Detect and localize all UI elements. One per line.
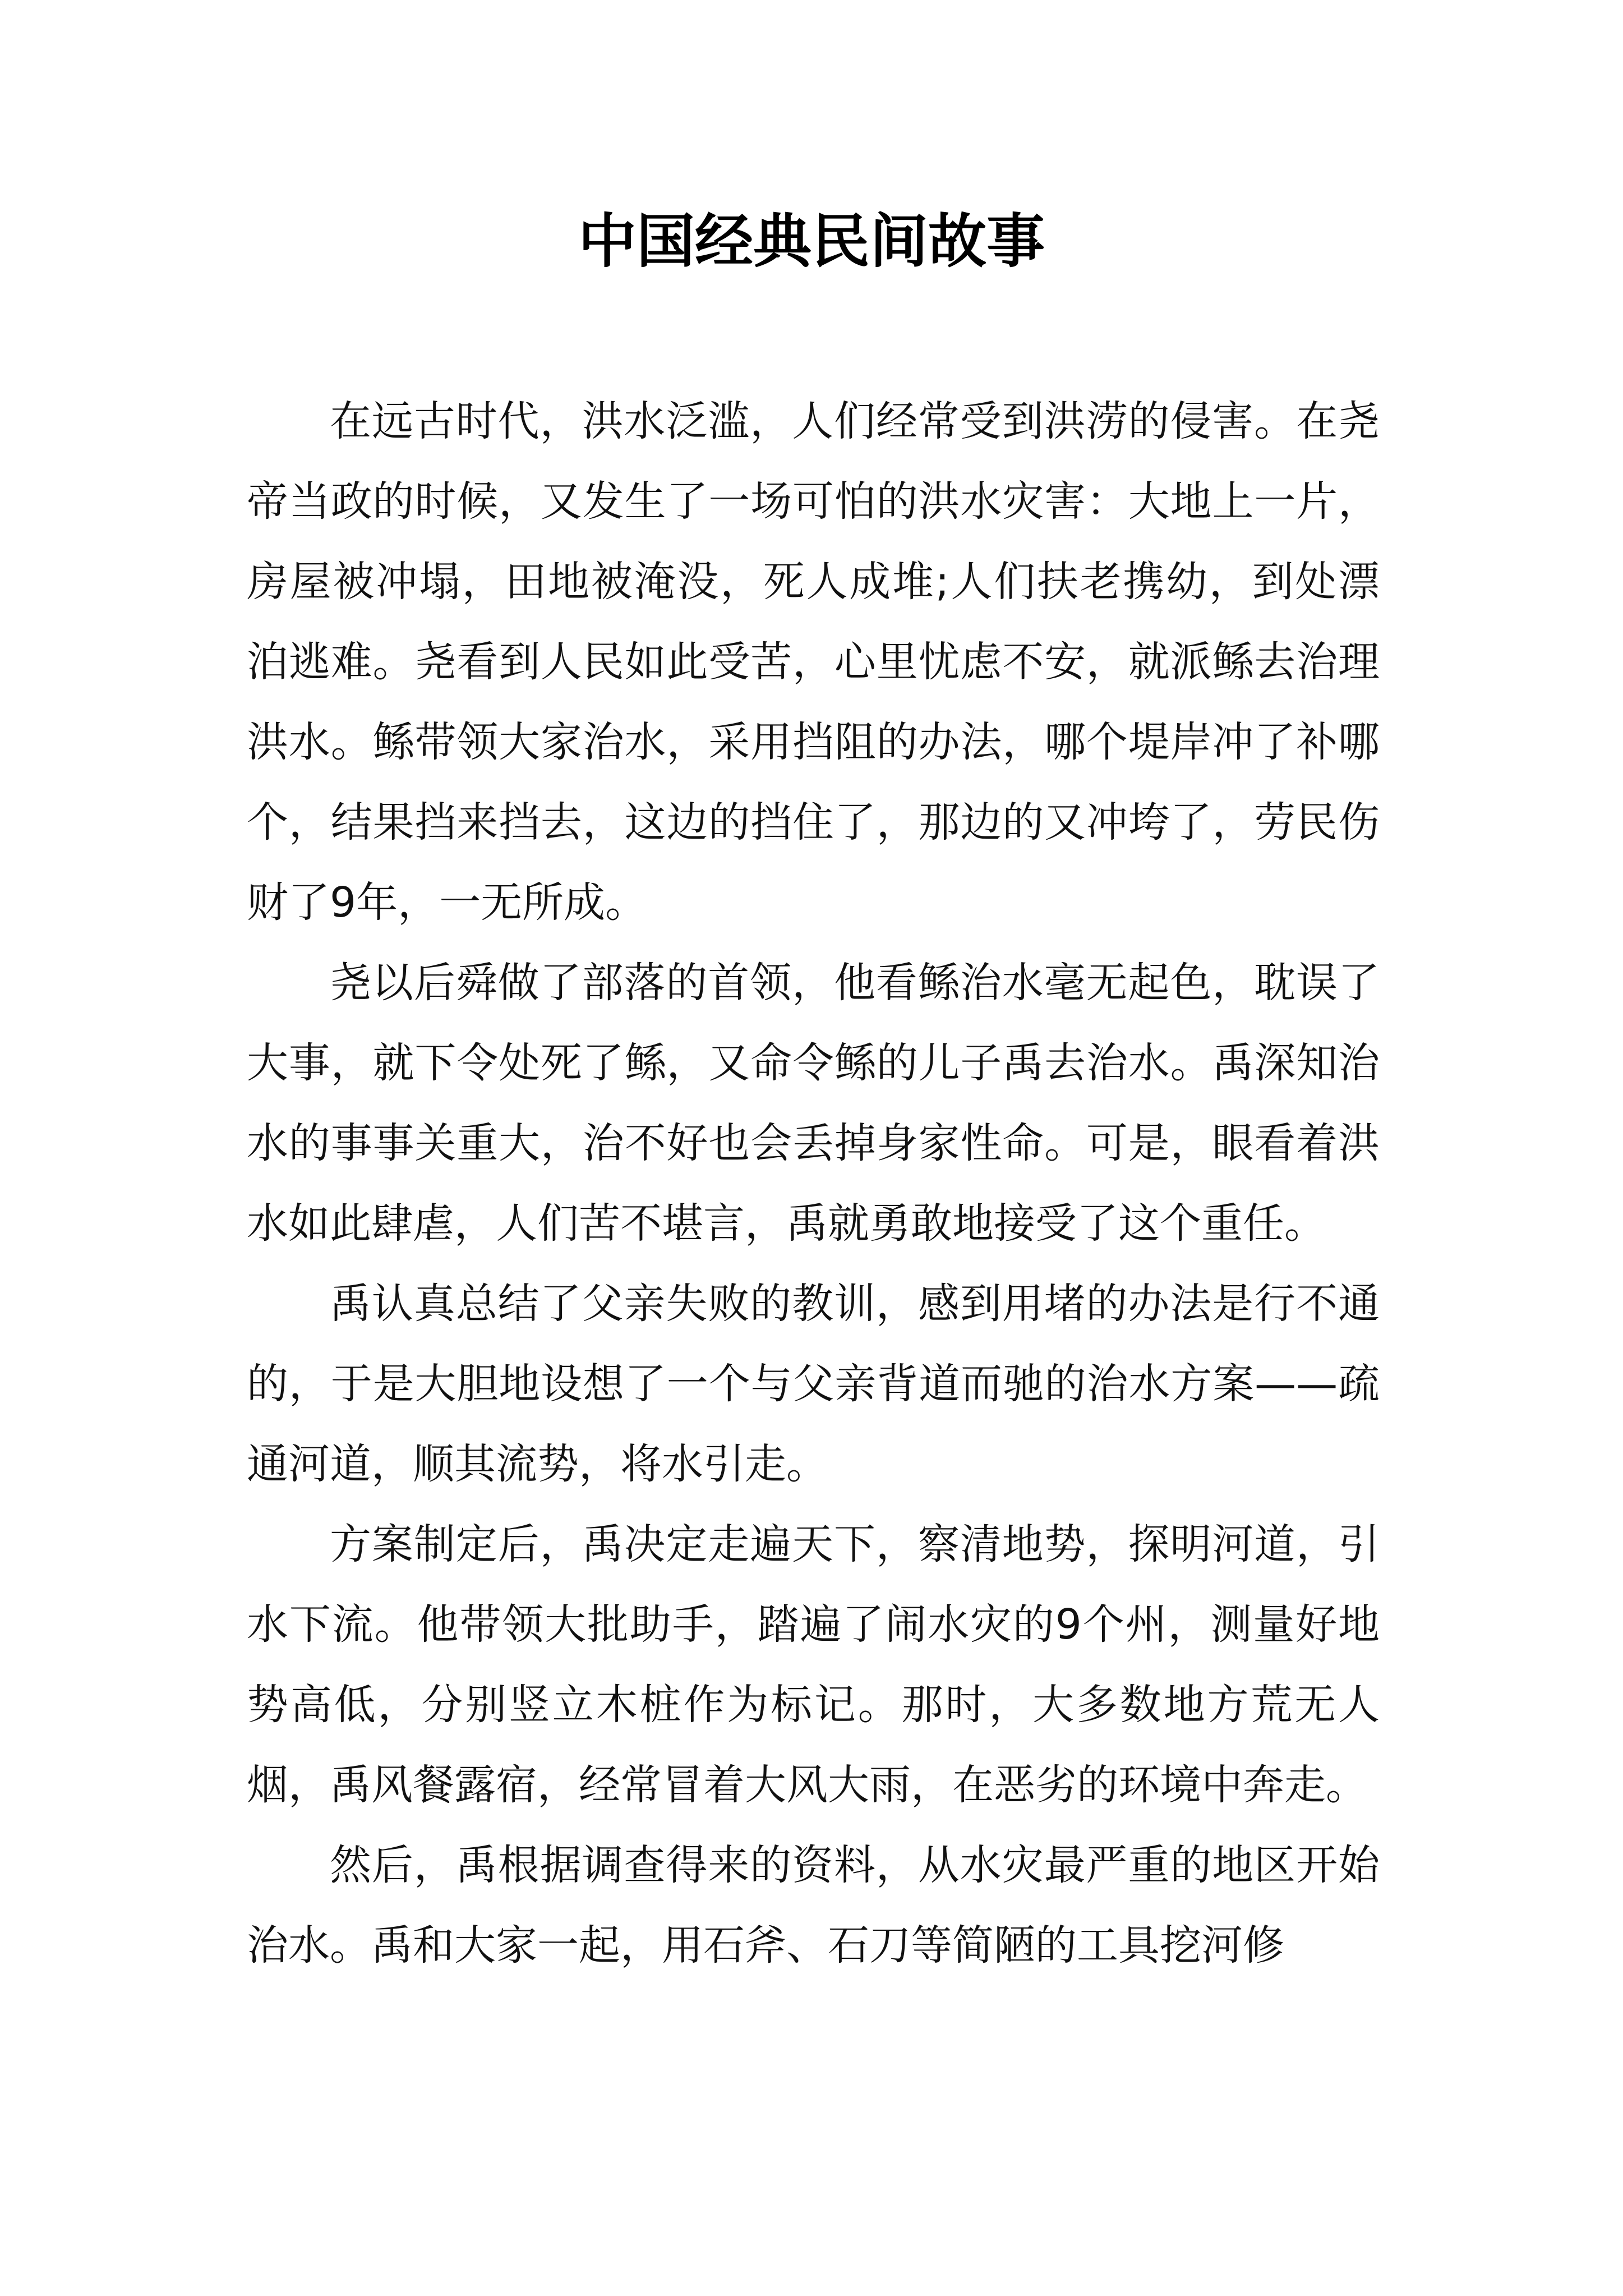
paragraph-5: 然后，禹根据调查得来的资料，从水灾最严重的地区开始治水。禹和大家一起，用石斧、石刀等简陋的工具挖河修	[247, 1841, 1380, 1970]
paragraph-3: 禹认真总结了父亲失败的教训，感到用堵的办法是行不通的，于是大胆地设想了一个与父亲背道而驰的治水方案——疏通河道，顺其流势，将水引走。	[247, 1280, 1380, 1488]
paragraph-1: 在远古时代，洪水泛滥，人们经常受到洪涝的侵害。在尧帝当政的时候，又发生了一场可怕的洪水灾害：大地上一片，房屋被冲塌，田地被淹没，死人成堆;人们扶老携幼，到处漂泊逃难。尧看到人民如此受苦，心里忧虑不安，就派鲧去治理洪水。鲧带领大家治水，采用挡阻的办法，哪个堤岸冲了补哪个，结果挡来挡去，这边的挡住了，那边的又冲垮了，劳民伤财了9年，一无所成。	[247, 397, 1380, 927]
document-title: 中国经典民间故事	[578, 206, 1045, 275]
paragraph-2: 尧以后舜做了部落的首领，他看鲧治水毫无起色，耽误了大事，就下令处死了鲧，又命令鲧的儿子禹去治水。禹深知治水的事事关重大，治不好也会丢掉身家性命。可是，眼看着洪水如此肆虐，人们苦不堪言，禹就勇敢地接受了这个重任。	[247, 959, 1380, 1248]
document-body	[247, 381, 1380, 1986]
paragraph-4: 方案制定后，禹决定走遍天下，察清地势，探明河道，引水下流。他带领大批助手，踏遍了闹水灾的9个州，测量好地势高低，分别竖立木桩作为标记。那时，大多数地方荒无人烟，禹风餐露宿，经常冒着大风大雨，在恶劣的环境中奔走。	[247, 1520, 1380, 1809]
